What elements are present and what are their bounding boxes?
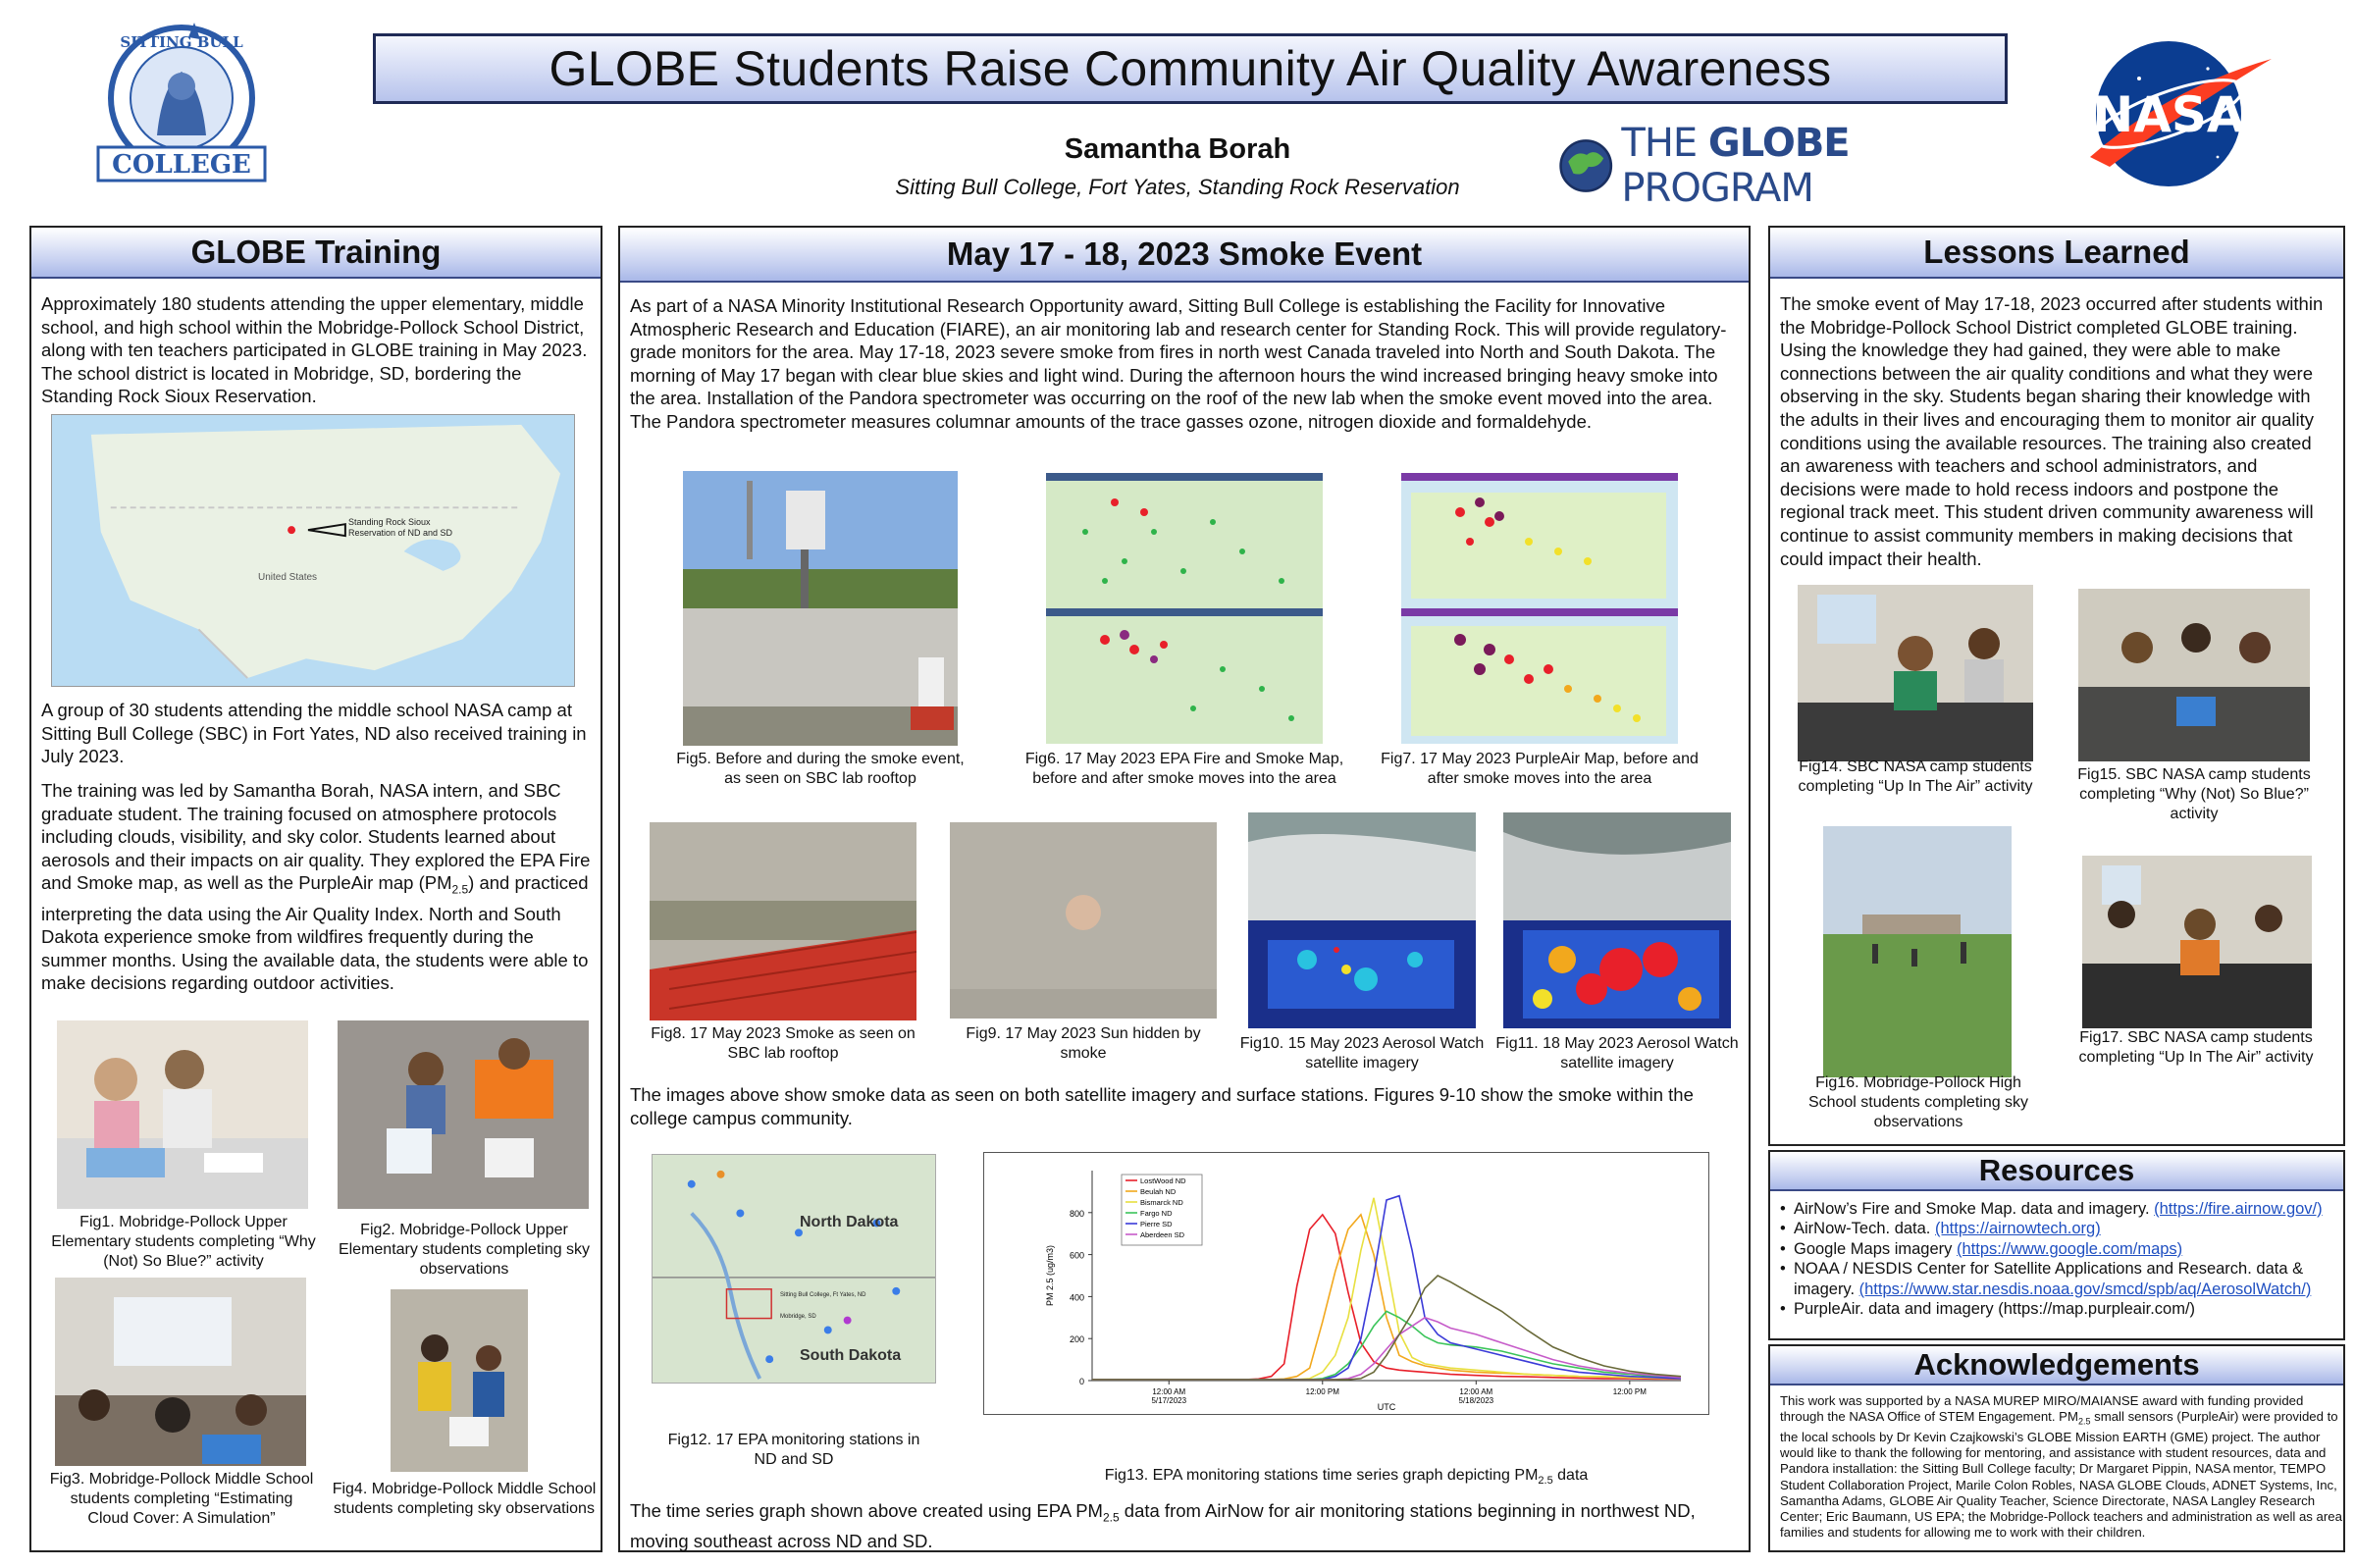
fig2-photo [338, 1020, 589, 1209]
smoke-event-panel [618, 226, 1751, 1552]
y-axis-label: PM 2.5 (ug/m3) [1045, 1244, 1055, 1307]
legend-label: Aberdeen SD [1140, 1230, 1185, 1239]
fig17-caption: Fig17. SBC NASA camp students completing “Up In The Air” activity [2078, 1029, 2314, 1066]
resource-item: • NOAA / NESDIS Center for Satellite Applications and Research. data & imagery. (https://www.star.nesdis.noaa.gov/smcd/spb/aq/AerosolWatch/) [1780, 1259, 2339, 1299]
resources-list [1780, 1199, 2339, 1319]
resource-item: • AirNow-Tech. data. (https://airnowtech.org) [1780, 1219, 2339, 1238]
author-affiliation: Sitting Bull College, Fort Yates, Standing Rock Reservation [895, 175, 1460, 199]
fig15-photo [2078, 589, 2310, 761]
legend-label: Fargo ND [1140, 1209, 1173, 1218]
series-line [1092, 1276, 1681, 1380]
resource-link[interactable]: (https://www.star.nesdis.noaa.gov/smcd/spb/aq/AerosolWatch/) [1858, 1280, 2312, 1298]
resource-link[interactable]: (https://airnowtech.org) [1934, 1220, 2101, 1238]
fig3-photo [55, 1278, 306, 1466]
sitting-bull-college-logo [78, 18, 285, 194]
training-paragraph-1: Approximately 180 students attending the upper elementary, middle school, and high school within the Mobridge-Pollock School District, along with ten teachers participated in GLOBE training in May 2023. The school district is located in Mobridge, SD, bordering the Standing Rock Sioux Reservation. [41, 293, 588, 407]
resource-item: • AirNow’s Fire and Smoke Map. data and imagery. (https://fire.airnow.gov/) [1780, 1199, 2339, 1219]
smoke-event-heading: May 17 - 18, 2023 Smoke Event [620, 228, 1749, 283]
fig17-photo [2082, 856, 2312, 1028]
fig13-chart [983, 1152, 1709, 1415]
fig1-photo [57, 1020, 308, 1209]
fig11-photo [1503, 812, 1731, 1028]
y-tick-label: 200 [1069, 1334, 1084, 1345]
fig16-caption: Fig16. Mobridge-Pollock High School students completing sky observations [1807, 1074, 2029, 1130]
smoke-bottom-paragraph: The time series graph shown above created using EPA $PM_{2.5}$ data from AirNow for air monitoring stations beginning in northwest ND, moving southeast across ND and SD. [630, 1500, 1696, 1552]
legend-label: LostWood ND [1140, 1176, 1186, 1185]
globe-program-logo [1558, 121, 1990, 211]
lessons-paragraph: The smoke event of May 17-18, 2023 occurred after students within the Mobridge-Pollock School District completed GLOBE training. Using the knowledge they had gained, they were able to make connections between the air quality conditions and what they were observing in the sky. Students began sharing their knowledge with the adults in their lives and encouraging them to monitor air quality conditions using the available resources. The training also created an awareness with teachers and school administrators, and decisions were made to hold recess indoors and postpone the regional track meet. This student driven community awareness will continue to assist community members in making decisions that could impact their health. [1780, 293, 2324, 569]
fig10-photo [1248, 812, 1476, 1028]
training-paragraph-3: The training was led by Samantha Borah, NASA intern, and SBC graduate student. The training focused on atmosphere protocols including clouds, visibility, and sky color. Students learned about aerosols and their impacts on air quality. They explored the EPA Fire and Smoke map, as well as the PurpleAir map $(PM_{2.5})$ and practiced interpreting the data using the Air Quality Index. North and South Dakota experience smoke from wildfires frequently during the summer months. Using the available data, the students were able to make decisions regarding outdoor activities. [41, 780, 591, 994]
globe-program-text: THE GLOBE PROGRAM [1621, 121, 1850, 211]
fig5-photo [683, 471, 958, 746]
acknowledgements-panel [1768, 1344, 2345, 1552]
poster-title: GLOBE Students Raise Community Air Quality Awareness [549, 41, 1832, 96]
author-name: Samantha Borah [1064, 133, 1291, 165]
series-line [1092, 1311, 1681, 1380]
legend-label: Bismarck ND [1140, 1198, 1183, 1207]
fig8-caption: Fig8. 17 May 2023 Smoke as seen on SBC lab rooftop [651, 1025, 916, 1062]
resource-item: • PurpleAir. data and imagery (https://map.purpleair.com/) [1780, 1299, 2339, 1319]
pm25-time-series-svg [984, 1153, 1710, 1416]
nasa-logo [2070, 29, 2276, 196]
y-tick-label: 0 [1078, 1377, 1084, 1386]
map-country-label: United States [258, 572, 318, 583]
legend-label: Beulah ND [1140, 1187, 1177, 1196]
resource-link[interactable]: (https://fire.airnow.gov/) [2154, 1200, 2323, 1218]
fig6-caption: Fig6. 17 May 2023 EPA Fire and Smoke Map, before and after smoke moves into the area [1024, 751, 1344, 787]
resources-heading: Resources [1770, 1152, 2343, 1191]
x-axis-label: UTC [1377, 1402, 1396, 1412]
lessons-learned-panel [1768, 226, 2345, 1146]
x-tick-label: 5/17/2023 [1151, 1396, 1187, 1405]
fig9-photo [950, 822, 1217, 1019]
x-tick-label: 12:00 PM [1305, 1387, 1339, 1396]
y-tick-label: 600 [1069, 1250, 1084, 1261]
sbc-logo-top-text: SITTING BULL [120, 33, 243, 51]
fig7-caption: Fig7. 17 May 2023 PurpleAir Map, before and after smoke moves into the area [1381, 751, 1699, 787]
x-tick-label: 5/18/2023 [1458, 1396, 1494, 1405]
fig13-caption: Fig13. EPA monitoring stations time series graph depicting $PM_{2.5}$ data [1104, 1467, 1589, 1488]
fig9-caption: Fig9. 17 May 2023 Sun hidden by smoke [966, 1025, 1201, 1062]
map-mobridge-label: Mobridge, SD [780, 1314, 816, 1320]
acknowledgements-heading: Acknowledgements [1770, 1346, 2343, 1385]
fig6-photo [1046, 473, 1323, 744]
fig4-photo [391, 1289, 528, 1472]
map-reservation-label: Standing Rock Sioux Reservation of ND and SD [348, 517, 453, 538]
fig12-map [652, 1154, 936, 1384]
y-tick-label: 800 [1069, 1208, 1084, 1219]
fig10-caption: Fig10. 15 May 2023 Aerosol Watch satellite imagery [1239, 1035, 1485, 1071]
smoke-intro-paragraph: As part of a NASA Minority Institutional Research Opportunity award, Sitting Bull College is establishing the Facility for Innovative Atmospheric Research and Education (FIARE), an air monitoring lab and research center for Standing Rock. This will provide regulatory-grade monitors for the area. May 17-18, 2023 severe smoke from fires in north west Canada traveled into North and South Dakota. The morning of May 17 began with clear blue skies and light wind. During the afternoon hours the wind increased bringing heavy smoke into the area. Installation of the Pandora spectrometer was occurring on the roof of the new lab when the smoke event moved into the area. The Pandora spectrometer measures columnar amounts of the trace gasses ozone, nitrogen dioxide and formaldehyde. [630, 295, 1727, 432]
map-sbc-label: Sitting Bull College, Ft Yates, ND [780, 1292, 866, 1298]
fig7-photo [1401, 473, 1678, 744]
north-america-map [51, 414, 575, 687]
fig15-caption: Fig15. SBC NASA camp students completing “Why (Not) So Blue?” activity [2077, 766, 2311, 822]
fig5-caption: Fig5. Before and during the smoke event, as seen on SBC lab rooftop [676, 751, 965, 787]
fig4-caption: Fig4. Mobridge-Pollock Middle School students completing sky observations [332, 1481, 597, 1517]
x-tick-label: 12:00 PM [1612, 1387, 1647, 1396]
fig3-caption: Fig3. Mobridge-Pollock Middle School students completing “Estimating Cloud Cover: A Simulation” [49, 1471, 314, 1527]
resource-link[interactable]: (https://www.google.com/maps) [1957, 1239, 2183, 1258]
smoke-mid-paragraph: The images above show smoke data as seen on both satellite imagery and surface stations. Figures 9-10 show the smoke within the college campus community. [630, 1084, 1694, 1128]
legend-label: Pierre SD [1140, 1220, 1173, 1228]
resources-panel [1768, 1150, 2345, 1340]
fig14-caption: Fig14. SBC NASA camp students completing “Up In The Air” activity [1798, 758, 2033, 795]
fig8-photo [650, 822, 916, 1020]
map-south-dakota-label: South Dakota [800, 1347, 902, 1364]
globe-training-panel [29, 226, 602, 1552]
training-paragraph-2: A group of 30 students attending the middle school NASA camp at Sitting Bull College (SBC) in Fort Yates, ND also received training in July 2023. [41, 700, 587, 767]
fig12-caption: Fig12. 17 EPA monitoring stations in ND and SD [667, 1432, 920, 1468]
lessons-learned-heading: Lessons Learned [1770, 228, 2343, 279]
resource-item: • Google Maps imagery (https://www.google.com/maps) [1780, 1239, 2339, 1259]
map-north-dakota-label: North Dakota [800, 1214, 899, 1230]
fig14-photo [1798, 585, 2033, 761]
acknowledgements-text: This work was supported by a NASA MUREP MIRO/MAIANSE award with funding provided through the NASA Office of STEM Engagement. $PM_{2.5}$ small sensors (PurpleAir) were provided to the local schools by Dr Kevin Czajkowski’s GLOBE Mission EARTH (GME) project. The author would like to thank the following for mentoring, and assistance with student resources, data and Pandora installation: the Sitting Bull College faculty; Dr Margaret Pippin, NASA mentor, TEMPO Student Collaboration Project, Marile Colon Robles, NASA GLOBE Clouds, ADNET Systems, Inc, Samantha Adams, GLOBE Air Quality Teacher, Science Directorate, NASA Langley Research Center; Eric Baumann, US EPA; the Mobridge-Pollock teachers and administration as well as area families and students for allowing me to work with their children. [1780, 1393, 2342, 1541]
fig11-caption: Fig11. 18 May 2023 Aerosol Watch satellite imagery [1495, 1035, 1739, 1071]
fig16-photo [1823, 826, 2012, 1077]
poster-title-bar [373, 33, 2008, 104]
x-tick-label: 12:00 AM [1459, 1387, 1493, 1396]
nasa-logo-text: NASA [2092, 86, 2245, 143]
globe-training-heading: GLOBE Training [31, 228, 601, 279]
fig1-caption: Fig1. Mobridge-Pollock Upper Elementary students completing “Why (Not) So Blue?” activity [51, 1214, 316, 1270]
fig2-caption: Fig2. Mobridge-Pollock Upper Elementary students completing sky observations [338, 1222, 591, 1278]
x-tick-label: 12:00 AM [1152, 1387, 1186, 1396]
y-tick-label: 400 [1069, 1292, 1084, 1303]
sbc-logo-bottom-text: COLLEGE [112, 150, 251, 180]
globe-icon [1558, 133, 1613, 198]
